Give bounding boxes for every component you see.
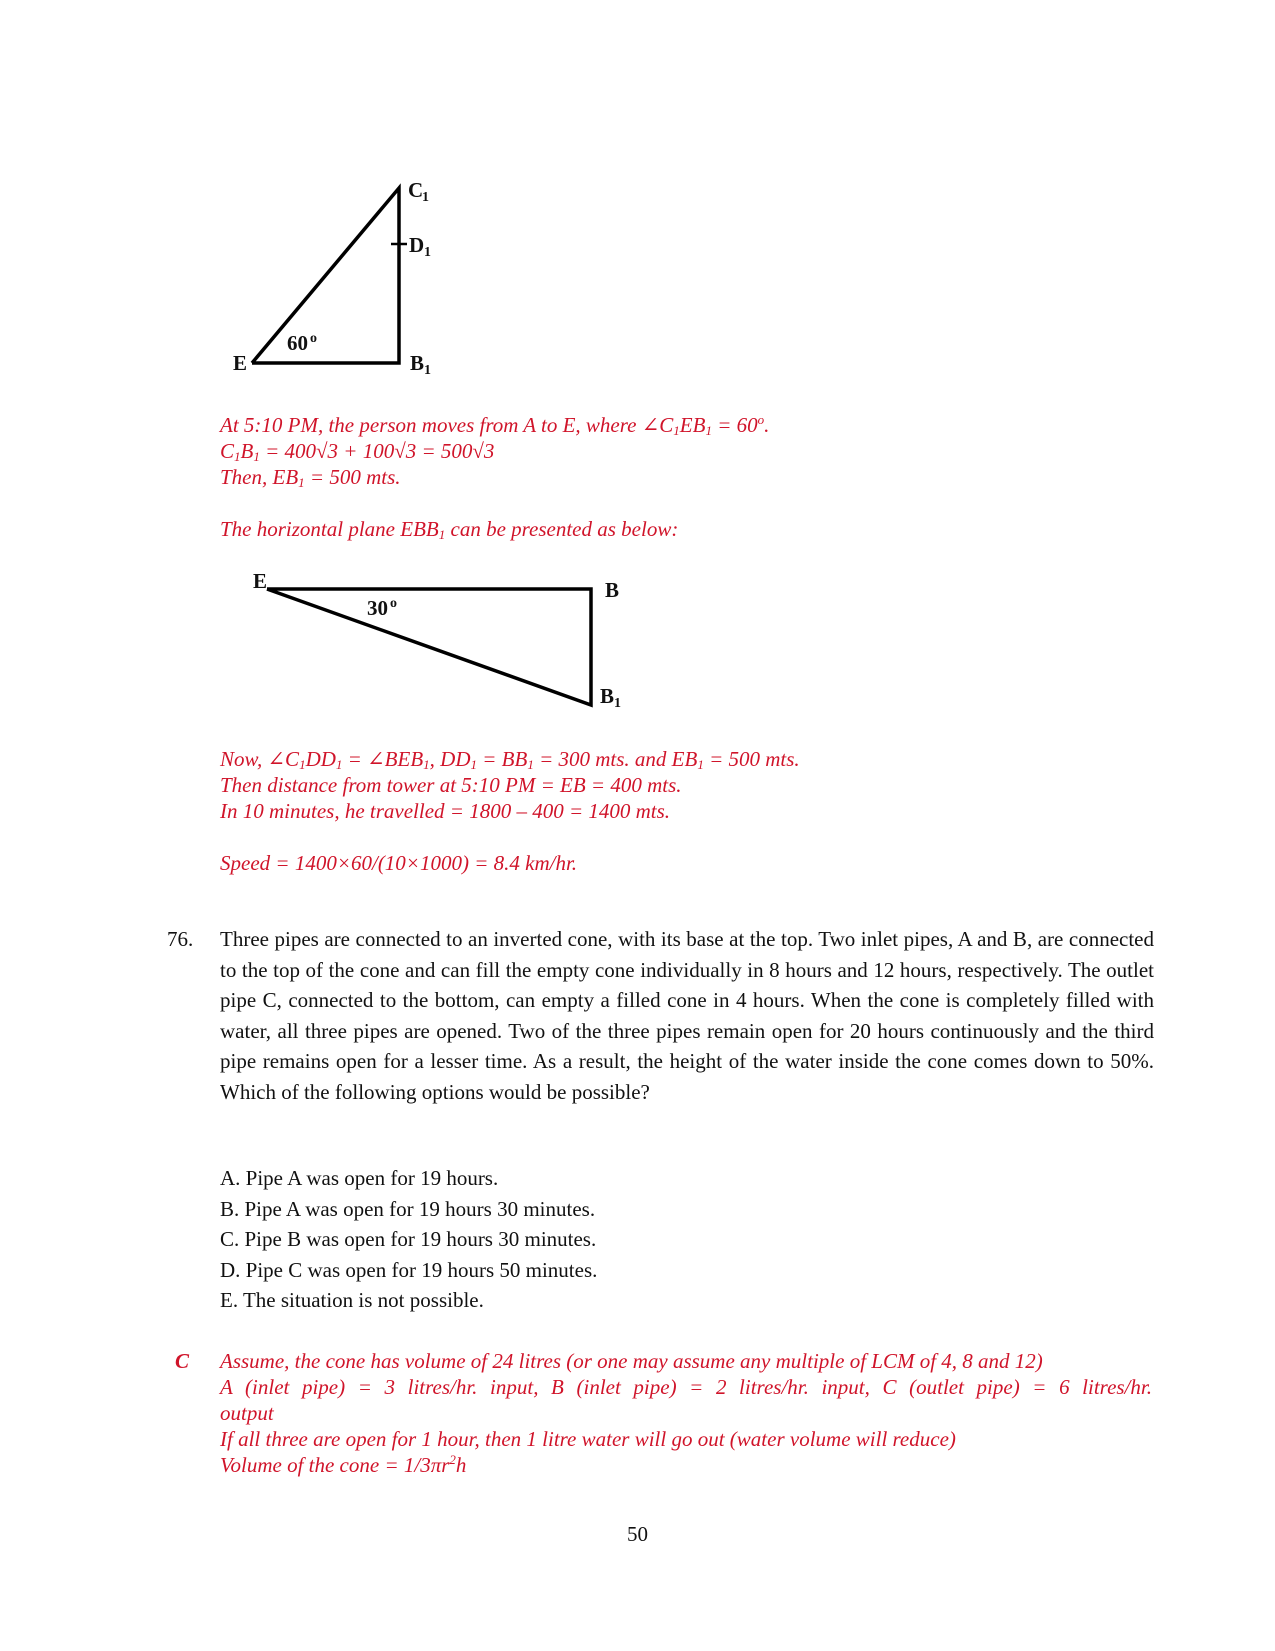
solution-line-4: The horizontal plane $EBB_1$ can be presented as below:: [220, 517, 679, 542]
solution-block-2: [220, 746, 1152, 876]
label-c1-sub: 1: [422, 190, 429, 205]
label-b: B: [605, 578, 620, 602]
option-d: D. Pipe C was open for 19 hours 50 minutes.: [220, 1257, 598, 1282]
answer-letter: C: [175, 1349, 190, 1373]
question-text: Three pipes are connected to an inverted cone, with its base at the top. Two inlet pipes, A and B, are connected to the top of the cone and can fill the empty cone individually in 8 hours and 12 hours, respectively. The outlet pipe C, connected to the bottom, can empty a filled cone in 4 hours. When the cone is completely filled with water, all three pipes are opened. Two of the three pipes remain open for 20 hours continuously and the third pipe remains open for a lesser time. As a result, the height of the water inside the cone comes down to 50%. Which of the following options would be possible?: [220, 927, 1154, 1104]
label-d1-sub: 1: [424, 245, 431, 260]
angle-degree: o: [310, 331, 317, 346]
label-b1-sub: 1: [614, 696, 621, 711]
angle-label: 60: [287, 331, 308, 355]
angle-label: 30: [367, 596, 388, 620]
label-e: E: [253, 569, 268, 593]
option-a: A. Pipe A was open for 19 hours.: [220, 1166, 499, 1190]
answer-explanation: [220, 1348, 1152, 1478]
solution-block-1: [220, 412, 1152, 542]
solution-line-3: Then, $EB_1 = 500$ mts.: [220, 465, 401, 490]
label-b1-sub: 1: [424, 363, 431, 378]
option-e: E. The situation is not possible.: [220, 1288, 484, 1312]
label-d1: D: [409, 233, 425, 257]
answer-line-4: If all three are open for 1 hour, then 1 litre water will go out (water volume will reduce): [220, 1427, 956, 1451]
question-number: 76.: [167, 927, 194, 951]
label-b1: B: [410, 351, 425, 375]
solution-line-5: Now, $\angle C_1DD_1$ = $\angle BEB_1$, $DD_1 = BB_1 = 300$ mts. and $EB_1 = 500$ mts.: [220, 747, 800, 772]
answer-line-3: output: [220, 1401, 274, 1425]
angle-degree: o: [390, 596, 397, 611]
figure-triangle-vertical: [220, 170, 480, 380]
triangle-horizontal-outline: [267, 589, 591, 705]
triangle-vertical-outline: [252, 188, 399, 363]
option-c: C. Pipe B was open for 19 hours 30 minutes.: [220, 1227, 597, 1251]
solution-line-8: Speed = 1400×60/(10×1000) = 8.4 km/hr.: [220, 851, 578, 875]
answer-line-2: A (inlet pipe) = 3 litres/hr. input, B (inlet pipe) = 2 litres/hr. input, C (outlet pipe) = 6 litres/hr.: [220, 1375, 1152, 1399]
solution-line-2: $C_1B_1 = 400√3 + 100√3 = 500√3$: [220, 439, 495, 464]
solution-line-6: Then distance from tower at 5:10 PM = EB = 400 mts.: [220, 773, 682, 797]
label-b1: B: [600, 684, 615, 708]
page-number: 50: [627, 1522, 648, 1546]
answer-line-1: Assume, the cone has volume of 24 litres (or one may assume any multiple of LCM of 4, 8 and 12): [220, 1349, 1043, 1373]
label-e: E: [233, 351, 248, 375]
answer-line-5: Volume of the cone = $1/3\pi r^2h$: [220, 1452, 467, 1477]
figure-triangle-horizontal: [240, 570, 640, 720]
solution-line-1: At 5:10 PM, the person moves from A to E, where $\angle C_1EB_1 = 60^o$.: [220, 412, 770, 438]
option-b: B. Pipe A was open for 19 hours 30 minutes.: [220, 1196, 596, 1221]
options-list: [220, 1163, 597, 1316]
label-c1: C: [408, 178, 424, 202]
solution-line-7: In 10 minutes, he travelled = 1800 – 400 = 1400 mts.: [220, 799, 671, 823]
